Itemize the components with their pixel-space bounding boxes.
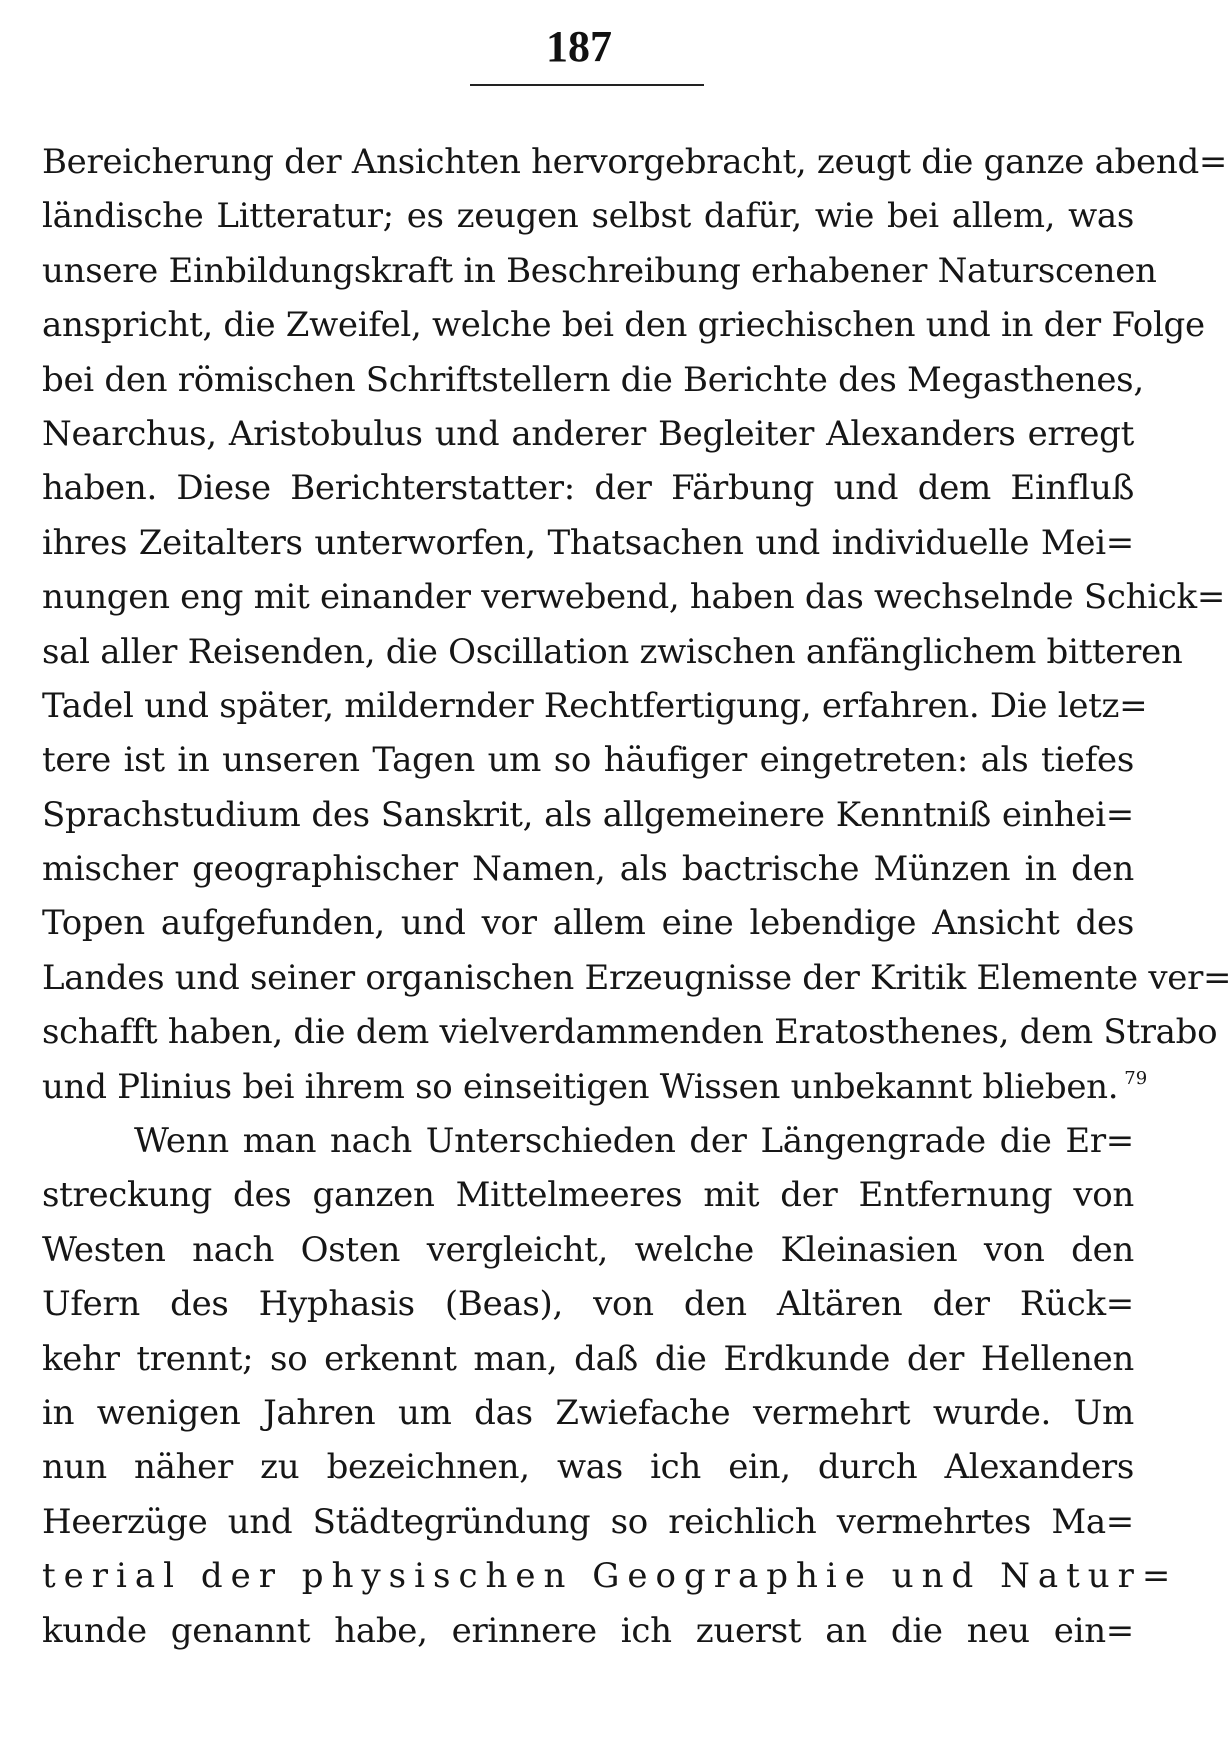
text-line: Bereicherung der Ansichten hervorgebracht, zeugt die ganze abend= <box>42 142 1228 182</box>
text-line: in wenigen Jahren um das Zwiefache vermehrt wurde. Um <box>42 1392 1134 1433</box>
text-line: ihres Zeitalters unterworfen, Thatsachen und individuelle Mei= <box>42 522 1134 563</box>
text-line: Ufern des Hyphasis (Beas), von den Altären der Rück= <box>42 1284 1134 1325</box>
text-line: terial der physischen Geographie und Natur= <box>42 1556 1179 1597</box>
text-line: Topen aufgefunden, und vor allem eine lebendige Ansicht des <box>42 903 1134 944</box>
text-line: Sprachstudium des Sanskrit, als allgemeinere Kenntniß einhei= <box>42 794 1134 835</box>
text-line: Heerzüge und Städtegründung so reichlich vermehrtes Ma= <box>42 1501 1134 1542</box>
text-line: sal aller Reisenden, die Oscillation zwischen anfänglichem bitteren <box>42 631 1183 672</box>
text-line-content: und Plinius bei ihrem so einseitigen Wissen unbekannt blieben. <box>42 1066 1119 1107</box>
text-line: streckung des ganzen Mittelmeeres mit der Entfernung von <box>42 1175 1134 1216</box>
text-line: haben. Diese Berichterstatter: der Färbung und dem Einfluß <box>42 468 1134 509</box>
text-line: schafft haben, die dem vielverdammenden Eratosthenes, dem Strabo <box>42 1012 1218 1053</box>
text-line: kunde genannt habe, erinnere ich zuerst an die neu ein= <box>42 1610 1134 1651</box>
text-line: unsere Einbildungskraft in Beschreibung erhabener Naturscenen <box>42 250 1157 291</box>
body-text <box>42 135 1231 1658</box>
page-number: 187 <box>546 22 612 71</box>
text-line-with-footnote <box>42 1060 1148 1114</box>
footnote-reference: 79 <box>1124 1067 1148 1089</box>
text-line: Tadel und später, mildernder Rechtfertigung, erfahren. Die letz= <box>42 685 1148 726</box>
text-line: Nearchus, Aristobulus und anderer Begleiter Alexanders erregt <box>42 413 1134 454</box>
text-line: bei den römischen Schriftstellern die Berichte des Megasthenes, <box>42 359 1144 400</box>
text-line: Landes und seiner organischen Erzeugnisse der Kritik Elemente ver= <box>42 957 1231 998</box>
text-line: mischer geographischer Namen, als bactrische Münzen in den <box>42 849 1134 890</box>
text-line: Westen nach Osten vergleicht, welche Kleinasien von den <box>42 1229 1134 1270</box>
text-line: nungen eng mit einander verwebend, haben das wechselnde Schick= <box>42 577 1226 618</box>
text-line: tere ist in unseren Tagen um so häufiger eingetreten: als tiefes <box>42 740 1134 781</box>
text-line: ländische Litteratur; es zeugen selbst dafür, wie bei allem, was <box>42 196 1134 237</box>
text-line: nun näher zu bezeichnen, was ich ein, durch Alexanders <box>42 1447 1134 1488</box>
text-line: anspricht, die Zweifel, welche bei den griechischen und in der Folge <box>42 305 1205 346</box>
text-line: kehr trennt; so erkennt man, daß die Erdkunde der Hellenen <box>42 1338 1134 1379</box>
header-rule <box>470 84 704 86</box>
text-line: Wenn man nach Unterschieden der Längengrade die Er= <box>134 1121 1134 1162</box>
